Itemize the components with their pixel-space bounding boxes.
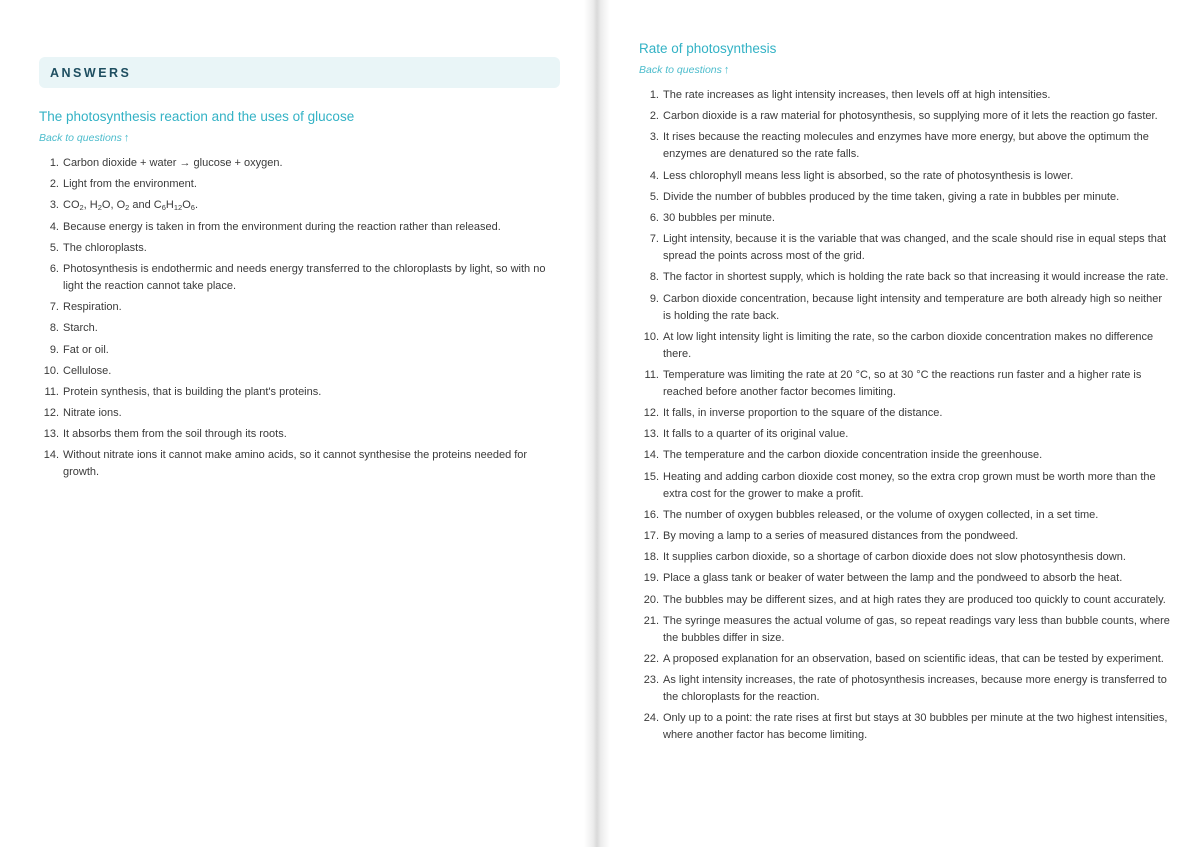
answer-number: 13.	[643, 428, 659, 441]
answer-text: Protein synthesis, that is building the plant's proteins.	[63, 385, 322, 398]
answer-text: Without nitrate ions it cannot make amino acids, so it cannot synthesise the proteins needed for growth.	[63, 449, 528, 479]
answer-text: $CO_2$, $H_2O$, $O_2$ and $C_6H_{12}O_6$.	[63, 199, 198, 213]
answer-item	[639, 469, 1172, 503]
answer-text: At low light intensity light is limiting the rate, so the carbon dioxide concentration makes no difference there.	[663, 330, 1154, 360]
answer-text: The syringe measures the actual volume of gas, so repeat readings vary less than bubble counts, where the bubbles differ in size.	[663, 614, 1170, 644]
answer-number: 17.	[643, 530, 659, 542]
answer-number: 6.	[49, 262, 59, 275]
arrow-up-icon: ↑	[123, 132, 130, 144]
right-page	[608, 0, 1200, 847]
answer-item	[39, 426, 560, 443]
answer-text: Because energy is taken in from the environment during the reaction rather than released.	[63, 220, 501, 233]
answer-item	[639, 108, 1172, 125]
answer-number: 2.	[49, 178, 59, 191]
answer-number: 18.	[643, 551, 659, 564]
answer-number: 14.	[643, 449, 659, 462]
answer-item	[639, 528, 1172, 545]
answer-item	[639, 269, 1172, 286]
back-to-questions-link[interactable]	[39, 131, 129, 145]
left-page	[0, 0, 592, 847]
answer-item	[639, 189, 1172, 206]
answer-text: The rate increases as light intensity increases, then levels off at high intensities.	[663, 89, 1051, 101]
answer-number: 7.	[49, 301, 59, 314]
page-gutter	[584, 0, 610, 847]
answer-item	[639, 613, 1172, 647]
answer-item	[639, 168, 1172, 185]
answer-number: 7.	[649, 233, 659, 246]
answer-text: The temperature and the carbon dioxide concentration inside the greenhouse.	[663, 449, 1043, 462]
answer-number: 3.	[49, 199, 59, 212]
answer-number: 21.	[643, 614, 659, 627]
answer-item	[39, 363, 560, 380]
answer-number: 11.	[44, 385, 59, 398]
answer-text: As light intensity increases, the rate of photosynthesis increases, because more energy is transferred to the chloroplasts for the reaction.	[663, 674, 1167, 704]
answer-number: 23.	[643, 674, 659, 687]
answer-item	[39, 155, 560, 172]
answer-text: The factor in shortest supply, which is holding the rate back so that increasing it would increase the rate.	[663, 271, 1169, 284]
answer-number: 11.	[644, 368, 659, 381]
answer-item	[639, 507, 1172, 524]
answer-text: It falls, in inverse proportion to the square of the distance.	[663, 407, 943, 420]
answer-text: Temperature was limiting the rate at 20 °C, so at 30 °C the reactions run faster and a higher rate is reached before another factor becomes limiting.	[663, 368, 1142, 398]
answer-number: 4.	[649, 169, 659, 182]
answer-number: 9.	[649, 292, 659, 305]
answer-number: 3.	[649, 131, 659, 144]
back-link-label: Back to questions	[639, 64, 722, 76]
answer-text: Only up to a point: the rate rises at first but stays at 30 bubbles per minute at the two highest intensities, where another factor has become limiting.	[663, 712, 1168, 742]
answer-number: 4.	[49, 220, 59, 233]
answer-item	[39, 197, 560, 214]
answer-text: Light intensity, because it is the variable that was changed, and the scale should rise in equal steps that spread the points across most of the grid.	[663, 233, 1167, 263]
answer-text: Divide the number of bubbles produced by the time taken, giving a rate in bubbles per minute.	[663, 190, 1120, 203]
answer-number: 22.	[643, 652, 659, 665]
answer-item	[639, 570, 1172, 587]
answer-text: Respiration.	[63, 301, 122, 314]
answer-number: 6.	[649, 211, 659, 224]
answer-text: It falls to a quarter of its original value.	[663, 428, 849, 441]
answer-item	[639, 549, 1172, 566]
answer-item	[639, 210, 1172, 227]
answer-number: 10.	[43, 364, 59, 377]
answer-item	[639, 405, 1172, 422]
back-link-label: Back to questions	[39, 132, 122, 144]
answer-number: 13.	[43, 428, 59, 441]
answer-item	[639, 672, 1172, 706]
answers-banner: ANSWERS	[39, 57, 560, 88]
answer-number: 10.	[643, 330, 659, 343]
answer-number: 1.	[49, 157, 59, 169]
answer-text: Carbon dioxide + water → glucose + oxygen.	[63, 157, 283, 169]
answer-number: 8.	[49, 322, 59, 335]
answer-number: 14.	[43, 449, 59, 462]
answer-text: Nitrate ions.	[63, 407, 122, 420]
answer-item	[639, 426, 1172, 443]
answer-text: Starch.	[63, 322, 98, 335]
answer-item	[639, 329, 1172, 363]
answer-text: The chloroplasts.	[63, 241, 147, 254]
answer-number: 9.	[49, 343, 59, 356]
answer-text: Photosynthesis is endothermic and needs energy transferred to the chloroplasts by light, so with no light the reaction cannot take place.	[63, 262, 546, 292]
answer-number: 8.	[649, 271, 659, 284]
section-title-rate-of-photosynthesis: Rate of photosynthesis	[639, 41, 777, 56]
answer-item	[639, 291, 1172, 325]
answer-item	[639, 87, 1172, 104]
answer-number: 5.	[649, 190, 659, 203]
answer-text: It absorbs them from the soil through its roots.	[63, 428, 287, 441]
answer-number: 15.	[643, 470, 659, 483]
answer-item	[639, 231, 1172, 265]
answer-number: 2.	[649, 110, 659, 123]
answer-number: 1.	[649, 89, 659, 101]
answer-text: Fat or oil.	[63, 343, 109, 356]
answer-list	[639, 87, 1172, 744]
answer-text: Carbon dioxide is a raw material for photosynthesis, so supplying more of it lets the reaction go faster.	[663, 110, 1158, 123]
answer-number: 5.	[49, 241, 59, 254]
back-to-questions-link[interactable]	[639, 63, 729, 77]
answer-text: A proposed explanation for an observation, based on scientific ideas, that can be tested by experiment.	[663, 652, 1164, 665]
answer-item	[39, 299, 560, 316]
answer-item	[639, 367, 1172, 401]
answer-number: 12.	[43, 407, 59, 420]
answer-item	[39, 384, 560, 401]
answer-item	[39, 176, 560, 193]
answer-item	[39, 320, 560, 337]
answer-text: By moving a lamp to a series of measured distances from the pondweed.	[663, 530, 1019, 542]
arrow-up-icon: ↑	[723, 64, 730, 76]
answer-text: The bubbles may be different sizes, and at high rates they are produced too quickly to count accurately.	[663, 593, 1166, 606]
answer-text: The number of oxygen bubbles released, or the volume of oxygen collected, in a set time.	[663, 508, 1099, 521]
answer-text: It supplies carbon dioxide, so a shortage of carbon dioxide does not slow photosynthesis down.	[663, 551, 1126, 564]
answer-text: Light from the environment.	[63, 178, 197, 191]
answer-text: Cellulose.	[63, 364, 112, 377]
answer-item	[639, 651, 1172, 668]
answer-item	[639, 447, 1172, 464]
answer-number: 16.	[643, 508, 659, 521]
answer-item	[39, 342, 560, 359]
answer-item	[39, 261, 560, 295]
answer-item	[639, 129, 1172, 163]
answer-number: 24.	[643, 712, 659, 725]
answer-item	[39, 240, 560, 257]
answer-item	[39, 447, 560, 481]
answer-item	[639, 710, 1172, 744]
answer-text: Carbon dioxide concentration, because light intensity and temperature are both already high so neither is holding the rate back.	[663, 292, 1162, 322]
answer-number: 19.	[643, 572, 659, 585]
section-title-photosynthesis-reaction: The photosynthesis reaction and the uses of glucose	[39, 109, 355, 124]
answer-text: Heating and adding carbon dioxide cost money, so the extra crop grown must be worth more than the extra cost for the grower to make a profit.	[663, 470, 1156, 500]
answer-text: Less chlorophyll means less light is absorbed, so the rate of photosynthesis is lower.	[663, 169, 1074, 182]
answer-item	[39, 219, 560, 236]
answer-number: 20.	[643, 593, 659, 606]
answer-number: 12.	[643, 407, 659, 420]
answer-text: 30 bubbles per minute.	[663, 211, 775, 224]
answer-list	[39, 155, 560, 481]
answer-text: It rises because the reacting molecules and enzymes have more energy, but above the optimum the enzymes are denatured so the rate falls.	[663, 131, 1149, 161]
answer-text: Place a glass tank or beaker of water between the lamp and the pondweed to absorb the heat.	[663, 572, 1123, 585]
answer-item	[639, 592, 1172, 609]
answer-item	[39, 405, 560, 422]
